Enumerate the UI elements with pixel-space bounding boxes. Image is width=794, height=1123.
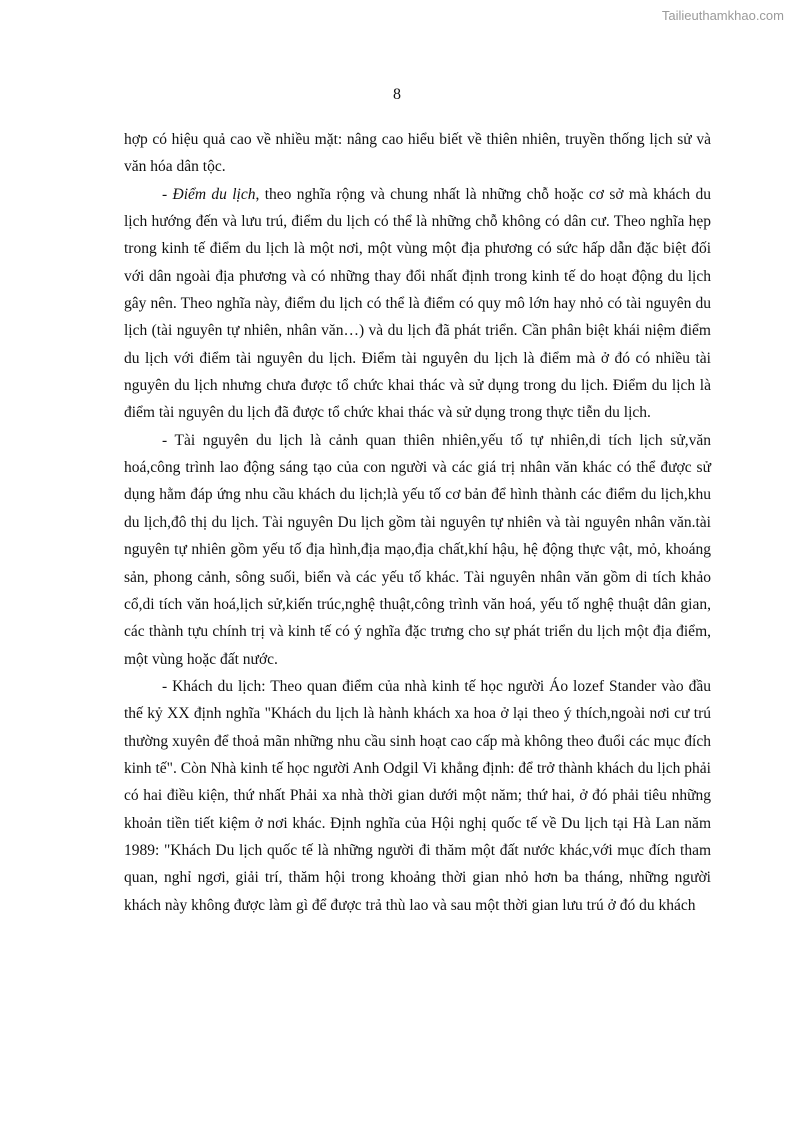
paragraph-text: , theo nghĩa rộng và chung nhất là những chỗ hoặc cơ sở mà khách du lịch hướng đến và lưu trú, điểm du lịch có thể là những chỗ không có dân cư. Theo nghĩa hẹp trong kinh tế điểm du lịch là một nơi, một vùng một địa phương có sức hấp dẫn đặc biệt đối với dân ngoài địa phương và có những thay đổi nhất định trong kinh tế do hoạt động du lịch gây nên. Theo nghĩa này, điểm du lịch có thể là điểm có quy mô lớn hay nhỏ có tài nguyên du lịch (tài nguyên tự nhiên, nhân văn…) và du lịch đã phát triển. Cần phân biệt khái niệm điểm du lịch với điểm tài nguyên du lịch. Điểm tài nguyên du lịch là điểm mà ở đó có nhiều tài nguyên du lịch nhưng chưa được tổ chức khai thác và sử dụng trong du lịch. Điểm du lịch là điểm tài nguyên du lịch đã được tổ chức khai thác và sử dụng trong thực tiễn du lịch.	[124, 185, 711, 422]
paragraph-tai-nguyen-du-lich: - Tài nguyên du lịch là cảnh quan thiên nhiên,yếu tố tự nhiên,di tích lịch sử,văn hoá,công trình lao động sáng tạo của con người và các giá trị nhân văn khác có thể được sử dụng hằm đáp ứng nhu cầu khách du lịch;là yếu tố cơ bản để hình thành các điểm du lịch,khu du lịch,đô thị du lịch. Tài nguyên Du lịch gồm tài nguyên tự nhiên và tài nguyên nhân văn.tài nguyên tự nhiên gồm yếu tố địa hình,địa mạo,địa chất,khí hậu, hệ động thực vật, mỏ, khoáng sản, phong cảnh, sông suối, biển và các yếu tố khác. Tài nguyên nhân văn gồm di tích khảo cổ,di tích văn hoá,lịch sử,kiến trúc,nghệ thuật,công trình văn hoá, yếu tố nghệ thuật dân gian, các thành tựu chính trị và kinh tế có ý nghĩa đặc trưng cho sự phát triển du lịch một địa điểm, một vùng hoặc đất nước.	[124, 431, 711, 668]
paragraph-khach-du-lich: - Khách du lịch: Theo quan điểm của nhà kinh tế học người Áo lozef Stander vào đầu thế kỷ XX định nghĩa "Khách du lịch là hành khách xa hoa ở lại theo ý thích,ngoài nơi cư trú thường xuyên để thoả mãn những nhu cầu sinh hoạt cao cấp mà không theo đuổi các mục đích kinh tế". Còn Nhà kinh tế học người Anh Odgil Vi khẳng định: để trở thành khách du lịch phải có hai điều kiện, thứ nhất Phải xa nhà thời gian dưới một năm; thứ hai, ở đó phải tiêu những khoản tiền tiết kiệm ở nơi khác. Định nghĩa của Hội nghị quốc tế về Du lịch tại Hà Lan năm 1989: "Khách Du lịch quốc tế là những người đi thăm một đất nước khác,với mục đích tham quan, nghỉ ngơi, giải trí, thăm hội trong khoảng thời gian nhỏ hơn ba tháng, những người khách này không được làm gì để được trả thù lao và sau một thời gian lưu trú ở đó du khách	[124, 677, 711, 914]
page-number: 8	[393, 86, 401, 103]
watermark: Tailieuthamkhao.com	[661, 8, 784, 23]
term-diem-du-lich: Điểm du lịch	[172, 185, 256, 203]
document-body	[124, 126, 711, 919]
paragraph-dash: -	[162, 185, 173, 203]
paragraph-diem-du-lich	[124, 181, 711, 427]
paragraph-continuation: hợp có hiệu quả cao về nhiều mặt: nâng cao hiểu biết về thiên nhiên, truyền thống lịch sử và văn hóa dân tộc.	[124, 131, 711, 176]
